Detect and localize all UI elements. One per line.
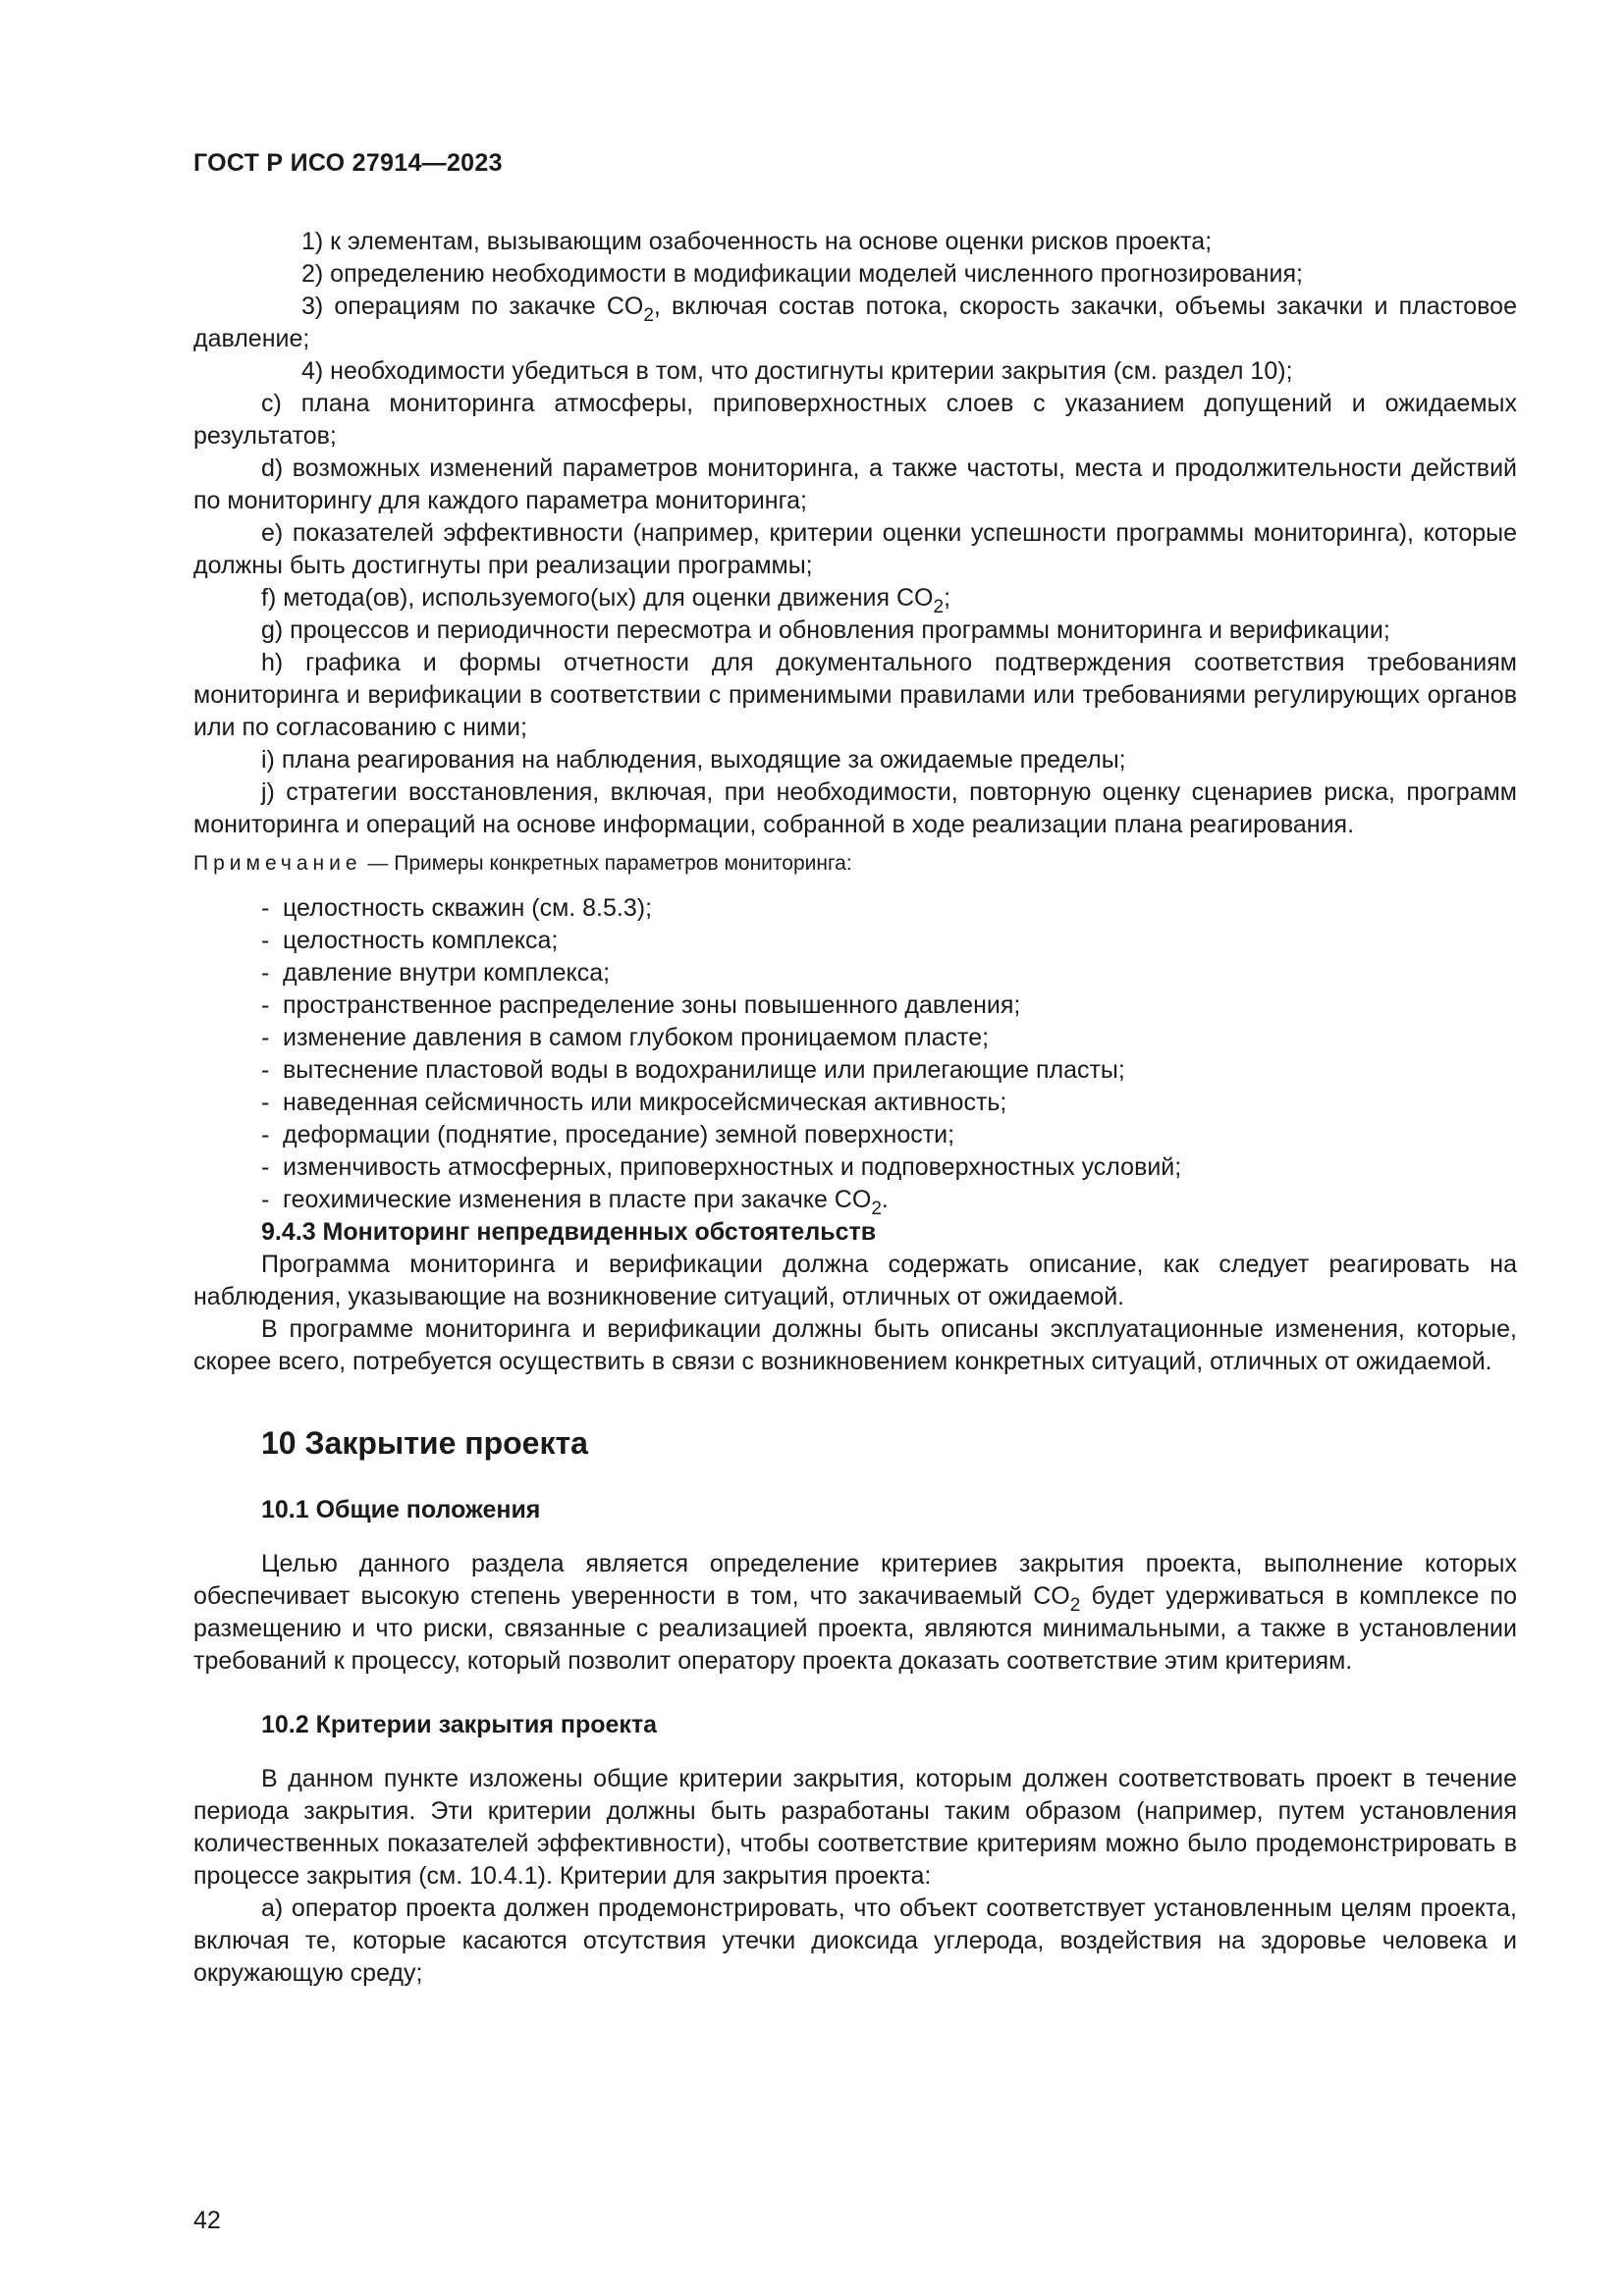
list-item: - наведенная сейсмичность или микросейсмическая активность; [261,1087,1517,1119]
subscript: 2 [933,597,945,617]
paragraph-item-j: j) стратегии восстановления, включая, при необходимости, повторную оценку сценариев риска, программ мониторинга и операций на основе информации, собранной в ходе реализации плана реагирования. [193,778,1517,838]
list-item: - целостность комплекса; [261,925,1517,957]
text-run: геохимические изменения в пласте при закачке CO [283,1186,872,1213]
page-number: 42 [193,2207,221,2234]
dash-list [193,892,1517,1219]
paragraph-item-h: h) графика и формы отчетности для документального подтверждения соответствия требованиям мониторинга и верификации в соответствии с применимыми правилами или требованиями регулирующих органов или по согласованию с ними; [193,649,1517,741]
list-item: - вытеснение пластовой воды в водохранилище или прилегающие пласты; [261,1054,1517,1087]
text-run: . [881,1186,889,1213]
text-run: будет удерживаться в комплексе по размещению и что риски, связанные с реализацией проекта, являются минимальными, а также в установлении требований к процессу, который позволит оператору проекта доказать соответствие этим критериям. [193,1582,1517,1675]
paragraph-item-g: g) процессов и периодичности пересмотра и обновления программы мониторинга и верификации; [261,616,1390,644]
document-header: ГОСТ Р ИСО 27914—2023 [193,149,503,177]
note [193,849,1517,879]
document-body [193,226,1517,1990]
paragraph: В программе мониторинга и верификации должны быть описаны эксплуатационные изменения, которые, скорее всего, потребуется осуществить в связи с возникновением конкретных ситуаций, отличных от ожидаемой. [193,1315,1517,1375]
subscript: 2 [643,305,654,326]
text-run: , включая состав потока, скорость закачки, объемы закачки и пластовое давление; [193,293,1517,352]
paragraph-item-a: a) оператор проекта должен продемонстрировать, что объект соответствует установленным целям проекта, включая те, которые касаются отсутствия утечки диоксида углерода, воздействия на здоровье человека и окружающую среду; [193,1895,1517,1987]
text-run: Целью данного раздела является определение критериев закрытия проекта, выполнение которых обеспечивает высокую степень уверенности в том, что закачиваемый CO [193,1550,1517,1610]
subscript: 2 [1069,1595,1081,1616]
section-heading-9-4-3: 9.4.3 Мониторинг непредвиденных обстоятельств [261,1218,877,1246]
list-item: - изменение давления в самом глубоком проницаемом пласте; [261,1022,1517,1054]
paragraph-item-1: 1) к элементам, вызывающим озабоченность на основе оценки рисков проекта; [301,228,1213,255]
text-run: f) метода(ов), используемого(ых) для оценки движения CO [261,584,934,612]
list-item: - деформации (поднятие, проседание) земной поверхности; [261,1119,1517,1151]
text-run: ; [944,584,951,612]
section-heading-10-2: 10.2 Критерии закрытия проекта [261,1711,658,1738]
paragraph-item-f [193,582,1517,617]
note-label: Примечание [193,852,362,875]
paragraph-item-2: 2) определению необходимости в модификации моделей численного прогнозирования; [301,260,1303,288]
paragraph-item-4: 4) необходимости убедиться в том, что достигнуты критерии закрытия (см. раздел 10); [301,357,1293,385]
list-item: - целостность скважин (см. 8.5.3); [261,892,1517,925]
paragraph-item-3 [193,291,1517,355]
list-item: - давление внутри комплекса; [261,957,1517,989]
paragraph-item-e: e) показателей эффективности (например, критерии оценки успешности программы мониторинга), которые должны быть достигнуты при реализации программы; [193,519,1517,579]
note-text: — Примеры конкретных параметров мониторинга: [361,852,852,875]
list-item [261,1184,1517,1219]
paragraph-item-d: d) возможных изменений параметров мониторинга, а также частоты, места и продолжительности действий по мониторингу для каждого параметра мониторинга; [193,454,1517,514]
section-heading-10: 10 Закрытие проекта [261,1425,588,1461]
paragraph [193,1548,1517,1678]
subscript: 2 [871,1199,882,1219]
section-heading-10-1: 10.1 Общие положения [261,1496,541,1523]
list-item: - изменчивость атмосферных, приповерхностных и подповерхностных условий; [261,1151,1517,1184]
paragraph: В данном пункте изложены общие критерии закрытия, которым должен соответствовать проект в течение периода закрытия. Эти критерии должны быть разработаны таким образом (например, путем установления количественных показателей эффективности), чтобы соответствие критериям можно было продемонстрировать в процессе закрытия (см. 10.4.1). Критерии для закрытия проекта: [193,1765,1517,1890]
list-item: - пространственное распределение зоны повышенного давления; [261,989,1517,1022]
paragraph-item-c: c) плана мониторинга атмосферы, приповерхностных слоев с указанием допущений и ожидаемых результатов; [193,390,1517,450]
paragraph: Программа мониторинга и верификации должна содержать описание, как следует реагировать на наблюдения, указывающие на возникновение ситуаций, отличных от ожидаемой. [193,1251,1517,1310]
text-run: 3) операциям по закачке CO [301,293,644,320]
paragraph-item-i: i) плана реагирования на наблюдения, выходящие за ожидаемые пределы; [261,746,1126,774]
